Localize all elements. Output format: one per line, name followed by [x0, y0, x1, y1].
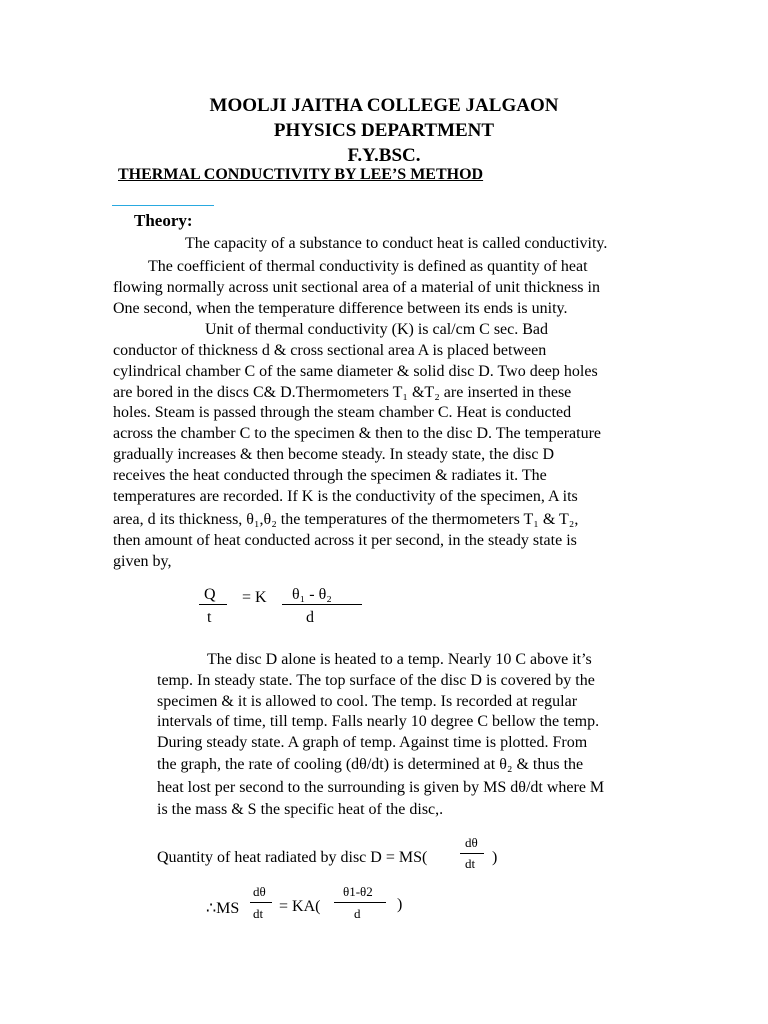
- eq1-rhs-numerator: θ₁ - θ₂: [292, 586, 332, 603]
- theory-line: One second, when the temperature difference between its ends is unity.: [113, 300, 568, 317]
- eq2-text: Quantity of heat radiated by disc D = MS(: [157, 849, 428, 866]
- eq3-rhs-denominator: d: [354, 906, 361, 921]
- theory-line: gradually increases & then become steady. In steady state, the disc D: [113, 446, 555, 463]
- college-name: MOOLJI JAITHA COLLEGE JALGAON: [209, 95, 559, 116]
- theory-line: receives the heat conducted through the specimen & radiates it. The: [113, 467, 547, 484]
- eq2-fraction-bar: [460, 853, 484, 854]
- theory-line: then amount of heat conducted across it per second, in the steady state is: [113, 532, 577, 549]
- theory-line: given by,: [113, 553, 172, 570]
- department-name: PHYSICS DEPARTMENT: [273, 120, 495, 141]
- paragraph-line: The disc D alone is heated to a temp. Nearly 10 C above it’s: [207, 651, 592, 668]
- eq1-equals: = K: [242, 589, 267, 606]
- eq1-rhs-denominator: d: [306, 609, 314, 626]
- class-name: F.Y.BSC.: [347, 145, 421, 166]
- eq3-close-paren: ): [397, 896, 403, 913]
- eq3-numerator: dθ: [253, 884, 266, 899]
- eq3-denominator: dt: [253, 906, 264, 921]
- theory-line: conductor of thickness d & cross sectional area A is placed between: [113, 342, 547, 359]
- theory-line: flowing normally across unit sectional area of a material of unit thickness in: [113, 279, 600, 296]
- theory-line: The coefficient of thermal conductivity is defined as quantity of heat: [148, 258, 588, 275]
- eq3-rhs-fraction-bar: [334, 902, 386, 903]
- paragraph-line: During steady state. A graph of temp. Against time is plotted. From: [157, 734, 588, 751]
- experiment-title: THERMAL CONDUCTIVITY BY LEE’S METHOD: [118, 166, 484, 183]
- theory-line: holes. Steam is passed through the steam chamber C. Heat is conducted: [113, 404, 572, 421]
- eq1-fraction-bar: [199, 604, 227, 605]
- theory-line: Unit of thermal conductivity (K) is cal/cm C sec. Bad: [205, 321, 549, 338]
- paragraph-line: specimen & it is allowed to cool. The temp. Is recorded at regular: [157, 693, 578, 710]
- eq1-rhs-fraction-bar: [282, 604, 362, 605]
- eq3-rhs-numerator: θ1-θ2: [343, 884, 373, 899]
- eq2-denominator: dt: [465, 856, 476, 871]
- theory-line: across the chamber C to the specimen & then to the disc D. The temperature: [113, 425, 601, 442]
- theory-heading: Theory:: [134, 211, 193, 230]
- paragraph-line: intervals of time, till temp. Falls nearly 10 degree C bellow the temp.: [157, 713, 600, 730]
- eq2-close-paren: ): [492, 849, 498, 866]
- eq2-numerator: dθ: [465, 835, 478, 850]
- theory-line: are bored in the discs C& D.Thermometers T₁ &T₂ are inserted in these: [113, 384, 572, 401]
- eq3-prefix: ∴MS: [206, 900, 240, 917]
- divider-line: [112, 205, 214, 206]
- eq1-numerator: Q: [204, 586, 216, 603]
- theory-line: The capacity of a substance to conduct heat is called conductivity.: [185, 235, 608, 252]
- theory-line: cylindrical chamber C of the same diameter & solid disc D. Two deep holes: [113, 363, 598, 380]
- paragraph-line: is the mass & S the specific heat of the disc,.: [157, 801, 444, 818]
- eq3-equals: = KA(: [279, 898, 321, 915]
- eq1-denominator: t: [207, 609, 212, 626]
- theory-line: area, d its thickness, θ₁,θ₂ the temperatures of the thermometers T₁ & T₂,: [113, 511, 579, 528]
- paragraph-line: the graph, the rate of cooling (dθ/dt) is determined at θ₂ & thus the: [157, 756, 584, 773]
- eq3-fraction-bar: [250, 902, 272, 903]
- theory-line: temperatures are recorded. If K is the conductivity of the specimen, A its: [113, 488, 578, 505]
- paragraph-line: temp. In steady state. The top surface of the disc D is covered by the: [157, 672, 595, 689]
- paragraph-line: heat lost per second to the surrounding is given by MS dθ/dt where M: [157, 779, 605, 796]
